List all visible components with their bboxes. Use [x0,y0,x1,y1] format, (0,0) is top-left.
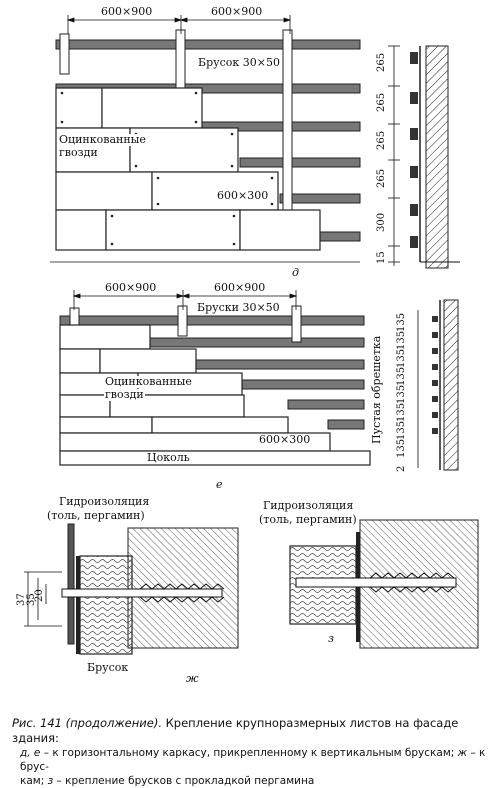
panel-e-plinth [60,451,370,465]
panel-e-label-lath: Пустая обрешетка [370,335,383,444]
panel-zh-dim-3: 20 [34,589,45,602]
panel-zh-label-waterproof-2: (толь, пергамин) [47,509,145,522]
panel-d-dim-top-left: 600×900 [101,5,153,18]
panel-d-letter: д [292,266,299,279]
caption-desc-zh: – к брус- [20,747,486,773]
panel-d-side-dim-3: 265 [376,130,387,150]
panel-zh-dim-2: 35 [26,593,37,606]
panel-d-side-dim-4: 265 [376,168,387,188]
panel-d-side-dim-1: 265 [376,52,387,72]
panel-d-label-nails-1: Оцинкованные [59,133,146,146]
panel-zh-letter: ж [186,672,199,685]
panel-d-side-dim-6: 15 [376,251,387,264]
panel-e-label-nails-2: гвозди [105,388,144,401]
panel-zh-label-batten: Брусок [87,661,129,674]
panel-e-dim-top-left: 600×900 [105,281,157,294]
panel-e-side-dim-5: 135 [396,384,407,404]
caption-ref-zh: ж [457,747,468,759]
panel-e-side-dim-9: 2 [396,465,407,472]
panel-d-sheets [56,88,320,250]
panel-e-side-dim-7: 135 [396,420,407,440]
panel-e-side-dim-2: 135 [396,330,407,350]
caption-line-1 [12,716,458,745]
panel-d-label-sheet: 600×300 [217,189,269,202]
caption-line-2 [12,746,492,774]
caption-ref-z: з [47,775,54,787]
panel-zh-membrane [76,556,80,654]
panel-zh-sheet [68,524,74,644]
panel-e-dim-top-right: 600×900 [214,281,266,294]
panel-e-label-sheet: 600×300 [259,433,311,446]
panel-e-side-dim-4: 135 [396,366,407,386]
panel-e-side-dim-6: 135 [396,402,407,422]
panel-zh-label-waterproof-1: Гидроизоляция [59,495,150,508]
panel-e-label-nails-1: Оцинкованные [105,375,192,388]
panel-z-label-waterproof-2: (толь, пергамин) [259,513,357,526]
panel-e-side-dim-8: 135 [396,438,407,458]
panel-d-dim-top-right: 600×900 [211,5,263,18]
panel-e-label-plinth: Цоколь [147,451,190,464]
panel-d-side-dim-2: 265 [376,92,387,112]
panel-zh-dim-1: 37 [16,593,27,606]
panel-e-wall-section [432,300,458,470]
panel-d-side-dim-5: 300 [376,212,387,232]
panel-e-side-dim-3: 135 [396,348,407,368]
caption-title: Рис. 141 (продолжение). [12,716,162,730]
caption-line-3 [12,774,492,788]
panel-zh-drawing [24,524,238,654]
panel-z-label-waterproof-1: Гидроизоляция [263,499,354,512]
panel-d-wall-section [410,46,460,268]
panel-z-drawing [290,520,478,648]
panel-d-label-nails-2: гвозди [59,146,98,159]
panel-e-letter: е [216,478,223,491]
panel-e-label-battens: Бруски 30×50 [197,301,280,314]
caption-desc-z: – крепление брусков с прокладкой пергамина [56,775,315,787]
panel-e-side-dim-1: 135 [396,312,407,332]
panel-d-side-dimension [388,46,400,266]
caption-desc-de: – к горизонтальному каркасу, прикрепленному к вертикальным брускам; [43,747,455,759]
panel-zh-batten [80,556,132,654]
panel-d-label-batten: Брусок 30×50 [198,56,280,69]
caption-desc-zh-end: кам; [20,775,45,787]
panel-zh-wall [128,528,238,648]
caption-refs-de: д, е [20,747,41,759]
panel-z-letter: з [328,632,334,645]
caption-text: Крепление крупноразмерных листов на фасаде здания: [12,716,459,745]
figure-caption [12,716,492,788]
